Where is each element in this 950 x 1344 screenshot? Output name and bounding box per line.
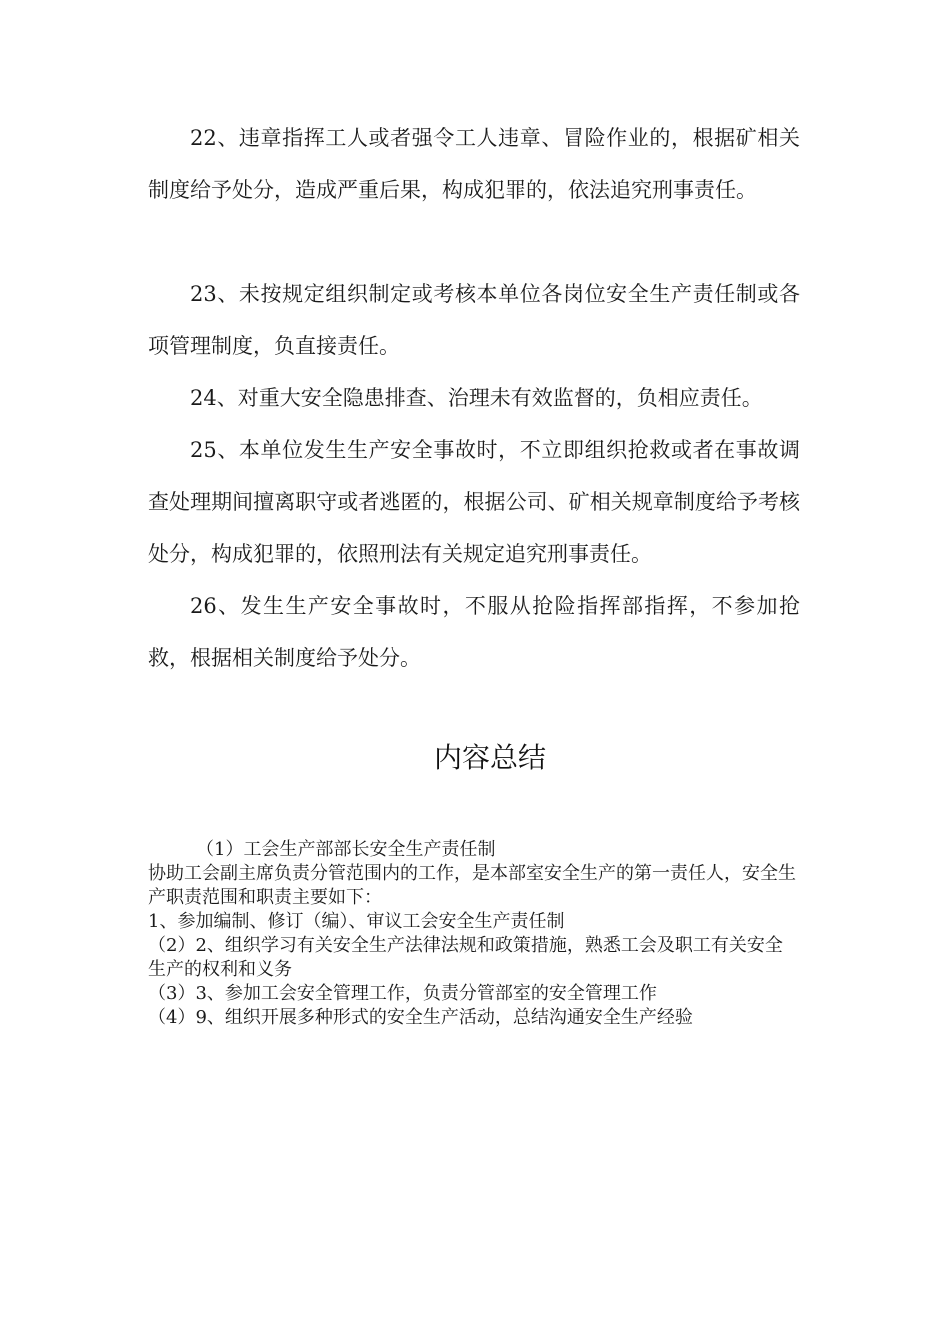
paragraph-26: 26、发生生产安全事故时，不服从抢险指挥部指挥，不参加抢救，根据相关制度给予处分。 xyxy=(148,594,800,670)
summary-intro: 协助工会副主席负责分管范围内的工作，是本部室安全生产的第一责任人，安全生产职责范围和职责主要如下： xyxy=(148,863,796,908)
paragraph-24: 24、对重大安全隐患排查、治理未有效监督的，负相应责任。 xyxy=(190,386,763,410)
summary-title: 内容总结 xyxy=(433,741,546,774)
paragraph-23: 23、未按规定组织制定或考核本单位各岗位安全生产责任制或各项管理制度，负直接责任。 xyxy=(148,282,800,358)
paragraph-25: 25、本单位发生生产安全事故时，不立即组织抢救或者在事故调查处理期间擅离职守或者逃匿的，根据公司、矿相关规章制度给予考核处分，构成犯罪的，依照刑法有关规定追究刑事责任。 xyxy=(148,438,800,566)
paragraph-22: 22、违章指挥工人或者强令工人违章、冒险作业的，根据矿相关制度给予处分，造成严重后果，构成犯罪的，依法追究刑事责任。 xyxy=(148,126,800,202)
summary-block xyxy=(148,838,800,1030)
summary-item-1: 1、参加编制、修订（编）、审议工会安全生产责任制 xyxy=(148,911,565,932)
summary-item-3: （3）3、参加工会安全管理工作，负责分管部室的安全管理工作 xyxy=(148,983,657,1004)
summary-heading: （1）工会生产部部长安全生产责任制 xyxy=(196,839,496,860)
summary-item-4: （4）9、组织开展多种形式的安全生产活动，总结沟通安全生产经验 xyxy=(148,1007,693,1028)
summary-item-2: （2）2、组织学习有关安全生产法律法规和政策措施，熟悉工会及职工有关安全生产的权利和义务 xyxy=(148,935,783,980)
